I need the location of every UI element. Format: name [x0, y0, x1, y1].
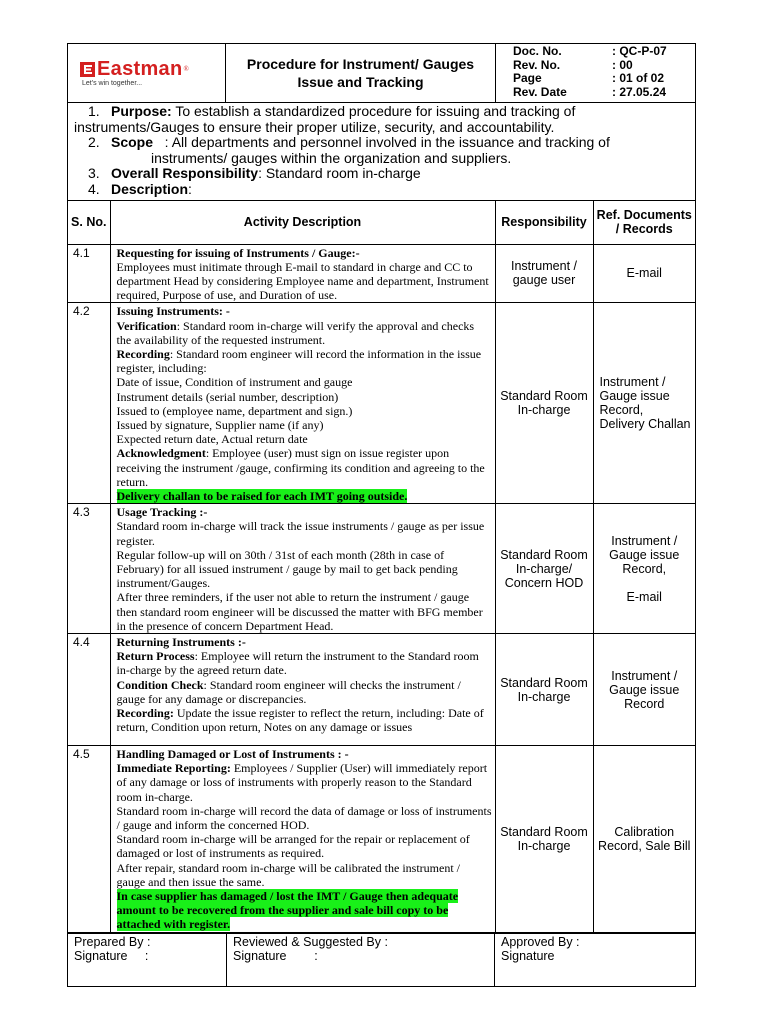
row-sno: 4.5 [68, 746, 110, 933]
table-row [68, 303, 695, 504]
row-responsibility: Standard Room In-charge [495, 634, 593, 746]
table-row [68, 504, 695, 634]
purpose-line: 1. Purpose: To establish a standardized procedure for issuing and tracking of instruments/Gauges to ensure their proper utilize, security, and accountability. [74, 103, 576, 135]
row-activity: Returning Instruments :- Return Process: Employee will return the instrument to the Standard room in-charge by the agreed return date. Condition Check: Standard room engineer will checks the instrument / gauge for any damage or discrepancies. Recording: Update the issue register to reflect the return, including: Date of return, Condition upon return, Notes on any damage or issues [110, 634, 495, 746]
table-row [68, 634, 695, 746]
eastman-logo-icon [80, 62, 95, 77]
scope-line: 2. Scope : All departments and personnel involved in the issuance and tracking of [88, 134, 610, 151]
row-responsibility: Standard Room In-charge [495, 746, 593, 933]
table-row [68, 746, 695, 933]
row-activity: Issuing Instruments: - Verification: Standard room in-charge will verify the approval and checks the availability of the requested instrument. Recording: Standard room engineer will record the information in the issue register, including: Date of issue, Condition of instrument and gauge Instrument details (serial number, description) Issued to (employee name, department and sign.) Issued by signature, Supplier name (if any) Expected return date, Actual return date Acknowledgment: Employee (user) must sign on issue register upon receiving the instrument /gauge, confirming its condition and agreeing to the return. Delivery challan to be raised for each IMT going outside. [110, 303, 495, 504]
intro-section [68, 103, 695, 201]
approved-by-cell: Approved By : Signature [501, 934, 580, 963]
highlighted-note: Delivery challan to be raised for each IMT going outside. [116, 489, 408, 504]
responsibility-line: 3. Overall Responsibility: Standard room in-charge [88, 165, 421, 182]
logo-wordmark: Eastman [97, 58, 183, 80]
row-responsibility: Standard Room In-charge/ Concern HOD [495, 504, 593, 634]
meta-rev-date: Rev. Date : 27.05.24 [513, 84, 667, 99]
row-ref: Instrument / Gauge issue Record [593, 634, 695, 746]
document-title: Procedure for Instrument/ Gauges Issue and Tracking [226, 44, 496, 102]
row-ref: Instrument / Gauge issue Record, E-mail [593, 504, 695, 634]
document-page [67, 43, 696, 987]
row-responsibility: Standard Room In-charge [495, 303, 593, 504]
row-activity: Usage Tracking :- Standard room in-charge will track the issue instruments / gauge as per issue register. Regular follow-up will on 30th / 31st of each month (28th in case of February) for all issued instrument / gauge by mail to get back pending instrument/Gauges. After three reminders, if the user not able to return the instrument / gauge then standard room engineer will be discussed the matter with BFG member in the presence of concern Department Head. [110, 504, 495, 634]
row-ref: Instrument / Gauge issue Record, Delivery Challan [593, 303, 695, 504]
meta-rev-no: Rev. No. : 00 [513, 57, 633, 72]
row-sno: 4.3 [68, 504, 110, 634]
col-header-ref: Ref. Documents / Records [593, 201, 695, 245]
scope-line-2: instruments/ gauges within the organization and suppliers. [151, 149, 512, 166]
col-header-activity: Activity Description [110, 201, 495, 245]
description-line: 4. Description: [88, 180, 192, 197]
row-activity: Handling Damaged or Lost of Instruments : - Immediate Reporting: Employees / Supplier (User) will immediately report of any damage or loss of instruments with properly reason to the Standard room in-charge. Standard room in-charge will record the data of damage or loss of instruments / gauge and inform the concerned HOD. Standard room in-charge will be arranged for the repair or replacement of damaged or lost of instruments as required. After repair, standard room in-charge will be calibrated the instrument / gauge and then issue the same. In case supplier has damaged / lost the IMT / Gauge then adequate amount to be recovered from the supplier and sale bill copy to be attached with register. [110, 746, 495, 933]
row-sno: 4.2 [68, 303, 110, 504]
prepared-by-cell: Prepared By : Signature : [68, 934, 227, 986]
row-ref: Calibration Record, Sale Bill [593, 746, 695, 933]
table-header-row [68, 201, 695, 245]
procedure-table [68, 201, 695, 933]
meta-doc-no: Doc. No. : QC-P-07 [513, 44, 667, 58]
row-responsibility: Instrument / gauge user [495, 244, 593, 303]
registered-mark: ® [183, 65, 189, 73]
company-logo [68, 44, 226, 102]
row-ref: E-mail [593, 244, 695, 303]
row-sno: 4.1 [68, 244, 110, 303]
document-meta [496, 44, 695, 102]
document-header [68, 44, 695, 103]
highlighted-note: In case supplier has damaged / lost the IMT / Gauge then adequate amount to be recovered from the supplier and sale bill copy to be attached with register. [116, 889, 459, 932]
row-activity: Requesting for issuing of Instruments / Gauge:- Employees must initimate through E-mail to standard in charge and CC to department Head by considering Employee name and department, Instrument required, Purpose of use, and Duration of use. [110, 244, 495, 303]
col-header-responsibility: Responsibility [495, 201, 593, 245]
table-row [68, 244, 695, 303]
row-sno: 4.4 [68, 634, 110, 746]
reviewed-by-cell: Reviewed & Suggested By : Signature : [227, 934, 495, 986]
meta-page: Page : 01 of 02 [513, 71, 665, 86]
logo-tagline: Let's win together... [82, 80, 143, 87]
signature-row [68, 933, 695, 986]
col-header-sno: S. No. [68, 201, 110, 245]
